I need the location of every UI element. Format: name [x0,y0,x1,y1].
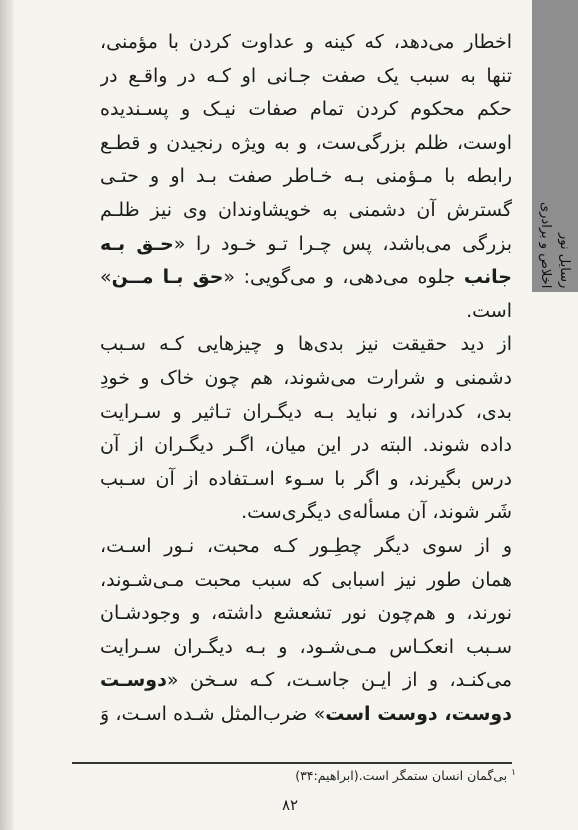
text-line: سـبب انعکـاس مـی‌شـود، و بـه دیگـران سـرایت [100,635,512,658]
text-line: شَر شوند، آن مسأله‌ی دیگری‌ست. [241,501,512,524]
page-gutter-shadow [0,0,14,830]
text-line [100,698,512,732]
text-segment: جلوه می‌دهی، و می‌گویی: « [223,266,464,289]
text-line: حکم محکوم کردن تمام صفات نیـک و پسـندیده [100,98,512,121]
text-line: همان طور نیز اسبابی که سبب محبت مـی‌شـوند، [100,568,512,591]
paragraph-3 [100,530,512,732]
side-tab-book-title: رسایل نور [557,232,572,288]
page-number: ۸۲ [281,796,299,814]
side-tab [532,0,578,292]
footnote-marker: ۱ [511,768,516,778]
footnote [240,768,516,783]
body-text [100,26,512,731]
text-line [100,664,512,698]
text-segment: می‌کنـد، و از ایـن جاسـت، کـه سـخن « [166,669,512,692]
text-line: و از سوی دیگر چطِـور کـه محبت، نـور اسـت، [100,534,512,557]
text-line: بدی، کدراند، و نباید بـه دیگـران تـاثیر و سـرایت [100,400,512,423]
text-line: دشمنی و شرارت می‌شوند، هم چون خاک و خودِ [100,366,512,389]
text-segment: » [100,266,112,289]
text-line: گسترش آن دشمنی به خویشاوندان وی نیز ظلـم [100,198,512,221]
bold-phrase: حـق بـه [100,232,174,255]
text-line [100,228,512,262]
text-line: اخطار می‌دهد، که کینه و عداوت کردن با مؤمنی، [100,31,512,53]
footnote-text: بی‌گمان انسان ستمگر است.(ابراهیم:۳۴) [295,768,508,784]
text-line: درس بگیرند، و اگر با سـوء اسـتفاده از آن سـبب [100,467,512,490]
bold-phrase: دوسـت [100,669,167,692]
text-line: اوست، ظلم بزرگی‌ست، و به ویژه رنجیدن و قطـع [100,131,512,154]
paragraph-2 [100,328,512,530]
footnote-separator [72,762,512,764]
text-line: تنها به سبب یک صفت جـانی او کـه در واقـع در [100,64,512,87]
text-line [100,261,512,295]
text-segment: » ضرب‌المثل شـده اسـت، وَ [100,702,326,725]
side-tab-chapter-title: اخلاص و برادری [538,201,553,288]
text-line: داده شوند. البته در این میان، اگـر دیگـران از آن [100,434,512,457]
paragraph-1 [100,26,512,328]
bold-phrase: حق بـا مــن [111,266,224,289]
bold-phrase: جانب [463,266,512,289]
text-line: نورند، و هم‌چون نور تشعشع داشته، و وجودشـان [100,602,512,625]
text-line: از دید حقیقت نیز بدی‌ها و چیزهایی کـه سـبب [100,333,512,356]
text-line: رابطه با مـؤمنی بـه خـاطر صفت بـد او و حتـی [100,165,512,188]
text-segment: بزرگی می‌باشد، پس چـرا تـو خـود را « [173,232,512,255]
text-line: است. [466,299,512,322]
bold-phrase: دوست، دوست است [325,702,512,725]
